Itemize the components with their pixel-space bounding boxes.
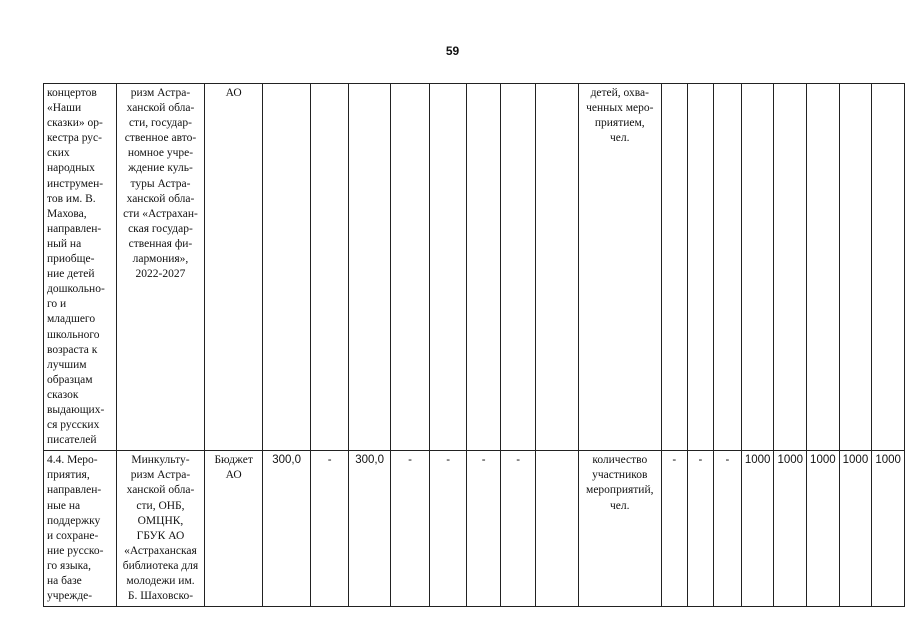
executor-cell: ризм Астра- ханской обла- сти, государ- ственное авто- номное учре- ждение куль- туры Астра- ханской обла- сти «Астрахан- ская государ- ственная фи- лармония», 2022-2027 (116, 84, 204, 451)
funding-cell (310, 84, 349, 451)
target-cell (839, 84, 872, 451)
funding-cell: 300,0 (349, 451, 390, 607)
target-cell (661, 84, 687, 451)
target-cell (741, 84, 774, 451)
target-cell (687, 84, 713, 451)
program-table (43, 83, 905, 607)
funding-cell (263, 84, 311, 451)
page-number: 59 (445, 44, 460, 58)
target-cell: 1000 (807, 451, 840, 607)
target-cell (872, 84, 905, 451)
funding-cell (349, 84, 390, 451)
executor-cell: Минкульту- ризм Астра- ханской обла- сти, ОНБ, ОМЦНК, ГБУК АО «Астраханская библиотека для молодежи им. Б. Шаховско- (116, 451, 204, 607)
funding-cell: - (430, 451, 467, 607)
target-cell: 1000 (872, 451, 905, 607)
funding-source-cell: АО (204, 84, 262, 451)
funding-cell: - (467, 451, 501, 607)
target-cell: - (687, 451, 713, 607)
funding-cell: 300,0 (263, 451, 311, 607)
target-cell: 1000 (839, 451, 872, 607)
target-cell (713, 84, 741, 451)
target-cell: 1000 (774, 451, 807, 607)
target-cell (774, 84, 807, 451)
indicator-cell: количество участников мероприятий, чел. (578, 451, 661, 607)
funding-cell (536, 84, 579, 451)
funding-cell: - (390, 451, 429, 607)
target-cell (807, 84, 840, 451)
funding-cell: - (501, 451, 536, 607)
table-row (44, 451, 905, 607)
funding-source-cell: Бюджет АО (204, 451, 262, 607)
funding-cell (467, 84, 501, 451)
funding-cell (390, 84, 429, 451)
target-cell: 1000 (741, 451, 774, 607)
table-row (44, 84, 905, 451)
funding-cell (536, 451, 579, 607)
indicator-cell: детей, охва- ченных меро- приятием, чел. (578, 84, 661, 451)
funding-cell (430, 84, 467, 451)
activity-title-cell: 4.4. Меро- приятия, направлен- ные на поддержку и сохране- ние русско- го языка, на базе учрежде- (44, 451, 117, 607)
funding-cell: - (310, 451, 349, 607)
target-cell: - (713, 451, 741, 607)
funding-cell (501, 84, 536, 451)
activity-title-cell: концертов «Наши сказки» ор- кестра рус- ских народных инструмен- тов им. В. Махова, направлен- ный на приобще- ние детей дошкольно- го и младшего школьного возраста к лучшим образцам сказок выдающих- ся русских писателей (44, 84, 117, 451)
target-cell: - (661, 451, 687, 607)
